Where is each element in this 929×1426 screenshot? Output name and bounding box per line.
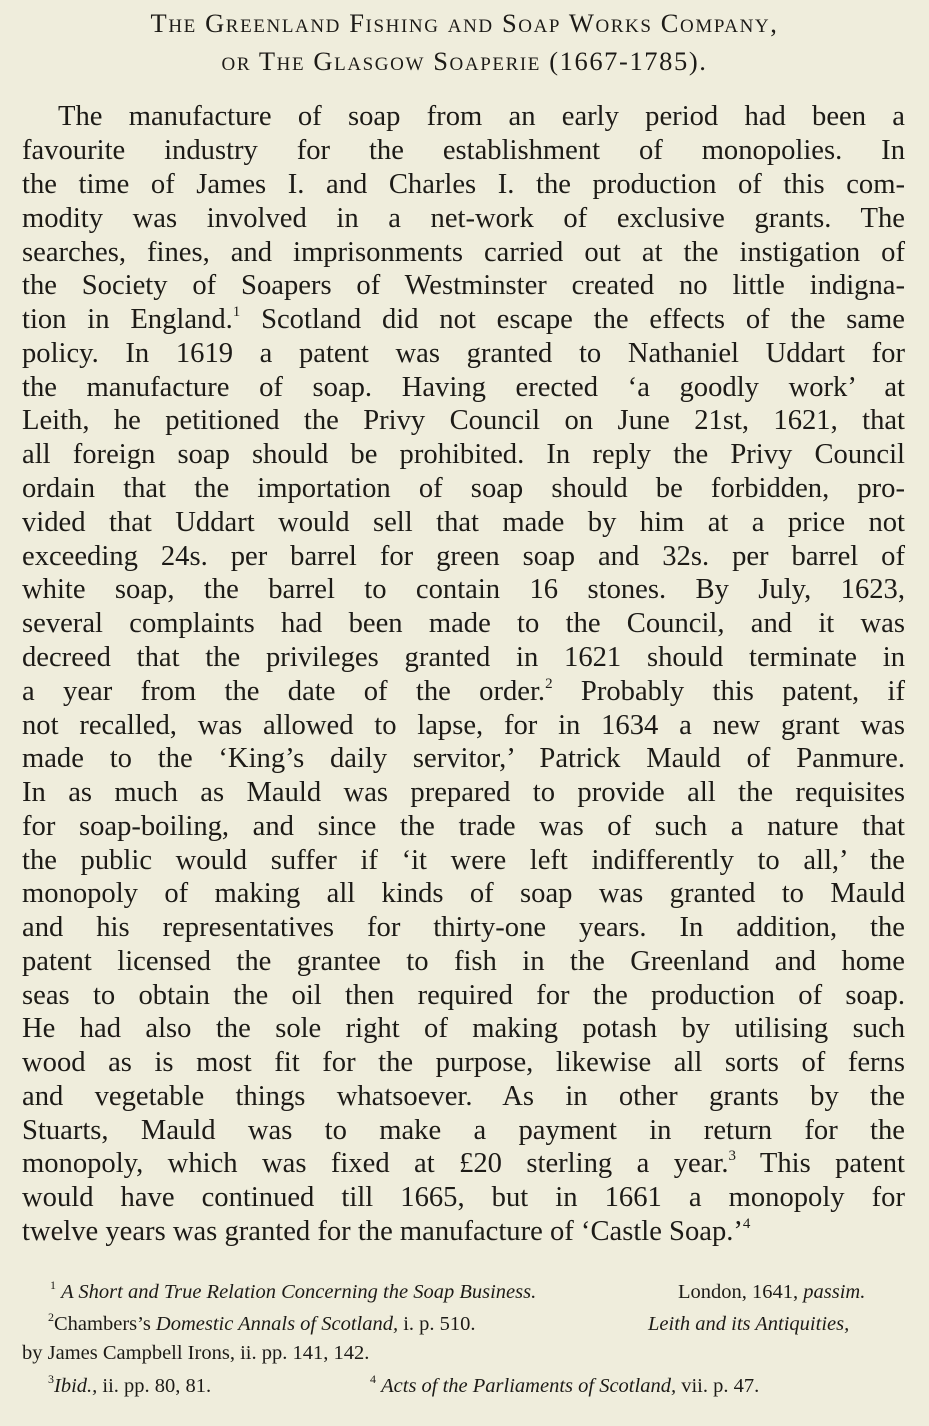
footnote-title: Acts of the Parliaments of Scotland, xyxy=(381,1375,677,1397)
body-line: He had also the sole right of making potash by utilising such xyxy=(22,1013,905,1044)
footnote-number: 4 xyxy=(370,1372,376,1386)
body-line-final xyxy=(22,1218,905,1247)
body-line: white soap, the barrel to contain 16 stones. By July, 1623, xyxy=(22,574,905,605)
body-line: favourite industry for the establishment of monopolies. In xyxy=(22,135,905,166)
footnote-pages: i. p. 510. xyxy=(403,1313,476,1335)
footnote-number: 3 xyxy=(48,1372,54,1386)
footnote-4 xyxy=(370,1372,760,1397)
body-line-with-footnote xyxy=(22,1150,905,1179)
body-line: modity was involved in a net-work of exclusive grants. The xyxy=(22,203,905,234)
body-line: decreed that the privileges granted in 1621 should terminate in xyxy=(22,642,905,673)
footnote-2-second-title xyxy=(648,1314,849,1335)
footnote-title: A Short and True Relation Concerning the Soap Business. xyxy=(61,1281,537,1303)
footnote-pages: ii. pp. 80, 81. xyxy=(102,1375,212,1397)
body-line: not recalled, was allowed to lapse, for in 1634 a new grant was xyxy=(22,710,905,741)
footnote-1 xyxy=(50,1278,537,1303)
body-line-head: twelve years was granted for the manufacture of ‘Castle Soap.’ xyxy=(22,1216,743,1247)
footnote-passim: passim. xyxy=(803,1281,866,1303)
footnote-number: 1 xyxy=(50,1278,56,1292)
body-line-head: a year from the date of the order. xyxy=(22,676,546,707)
body-line: Stuarts, Mauld was to make a payment in return for the xyxy=(22,1115,905,1146)
chapter-heading-line-2: or The Glasgow Soaperie (1667-1785). xyxy=(221,46,708,76)
body-line-head: monopoly, which was fixed at £20 sterling a year. xyxy=(22,1148,729,1179)
body-line: and vegetable things whatsoever. As in other grants by the xyxy=(22,1081,905,1112)
footnote-marker[interactable]: 1 xyxy=(232,304,241,320)
body-line: ordain that the importation of soap should be forbidden, pro- xyxy=(22,473,905,504)
body-line: all foreign soap should be prohibited. In reply the Privy Council xyxy=(22,439,905,470)
footnote-title: Leith and its Antiquities, xyxy=(648,1313,850,1335)
footnote-pages: vii. p. 47. xyxy=(681,1375,760,1397)
body-line: In as much as Mauld was prepared to provide all the requisites xyxy=(22,777,905,808)
body-line: exceeding 24s. per barrel for green soap and 32s. per barrel of xyxy=(22,541,905,572)
body-line: and his representatives for thirty-one years. In addition, the xyxy=(22,912,905,943)
body-line: for soap-boiling, and since the trade was of such a nature that xyxy=(22,811,905,842)
footnote-marker[interactable]: 4 xyxy=(742,1216,751,1232)
body-line: the public would suffer if ‘it were left indifferently to all,’ the xyxy=(22,845,905,876)
footnote-marker[interactable]: 3 xyxy=(728,1148,736,1164)
footnote-2-line-2: by James Campbell Irons, ii. pp. 141, 142. xyxy=(22,1342,370,1364)
body-line: made to the ‘King’s daily servitor,’ Patrick Mauld of Panmure. xyxy=(22,743,905,774)
body-line-with-footnote xyxy=(22,306,905,335)
body-line: seas to obtain the oil then required for the production of soap. xyxy=(22,980,905,1011)
footnote-number: 2 xyxy=(48,1310,54,1324)
chapter-heading-line-1: The Greenland Fishing and Soap Works Company, xyxy=(150,8,779,38)
body-line-tail: This patent xyxy=(735,1148,905,1179)
body-line-tail: Scotland did not escape the effects of the same xyxy=(240,304,905,335)
body-line: policy. In 1619 a patent was granted to Nathaniel Uddart for xyxy=(22,338,905,369)
body-line: the Society of Soapers of Westminster created no little indigna- xyxy=(22,270,905,301)
body-line-with-footnote xyxy=(22,678,905,707)
body-line-tail: Probably this patent, if xyxy=(552,676,905,707)
body-line: several complaints had been made to the Council, and it was xyxy=(22,608,905,639)
footnote-ibid: Ibid., xyxy=(54,1375,98,1397)
footnote-1-place xyxy=(678,1282,865,1303)
body-line: the time of James I. and Charles I. the production of this com- xyxy=(22,169,905,200)
body-line: would have continued till 1665, but in 1661 a monopoly for xyxy=(22,1182,905,1213)
footnote-place: London, 1641, xyxy=(678,1281,799,1303)
body-line-head: tion in England. xyxy=(22,304,233,335)
body-line: wood as is most fit for the purpose, likewise all sorts of ferns xyxy=(22,1047,905,1078)
footnote-2 xyxy=(48,1310,476,1335)
body-line: The manufacture of soap from an early period had been a xyxy=(58,101,905,132)
footnote-3 xyxy=(48,1372,212,1397)
body-line: Leith, he petitioned the Privy Council on June 21st, 1621, that xyxy=(22,405,905,436)
footnote-author: Chambers’s xyxy=(54,1313,151,1335)
body-line: vided that Uddart would sell that made by him at a price not xyxy=(22,507,905,538)
body-line: patent licensed the grantee to fish in the Greenland and home xyxy=(22,946,905,977)
footnote-title: Domestic Annals of Scotland, xyxy=(155,1313,399,1335)
body-line: monopoly of making all kinds of soap was granted to Mauld xyxy=(22,878,905,909)
footnote-marker[interactable]: 2 xyxy=(545,676,553,692)
body-line: the manufacture of soap. Having erected ‘a goodly work’ at xyxy=(22,372,905,403)
body-line: searches, fines, and imprisonments carried out at the instigation of xyxy=(22,237,905,268)
